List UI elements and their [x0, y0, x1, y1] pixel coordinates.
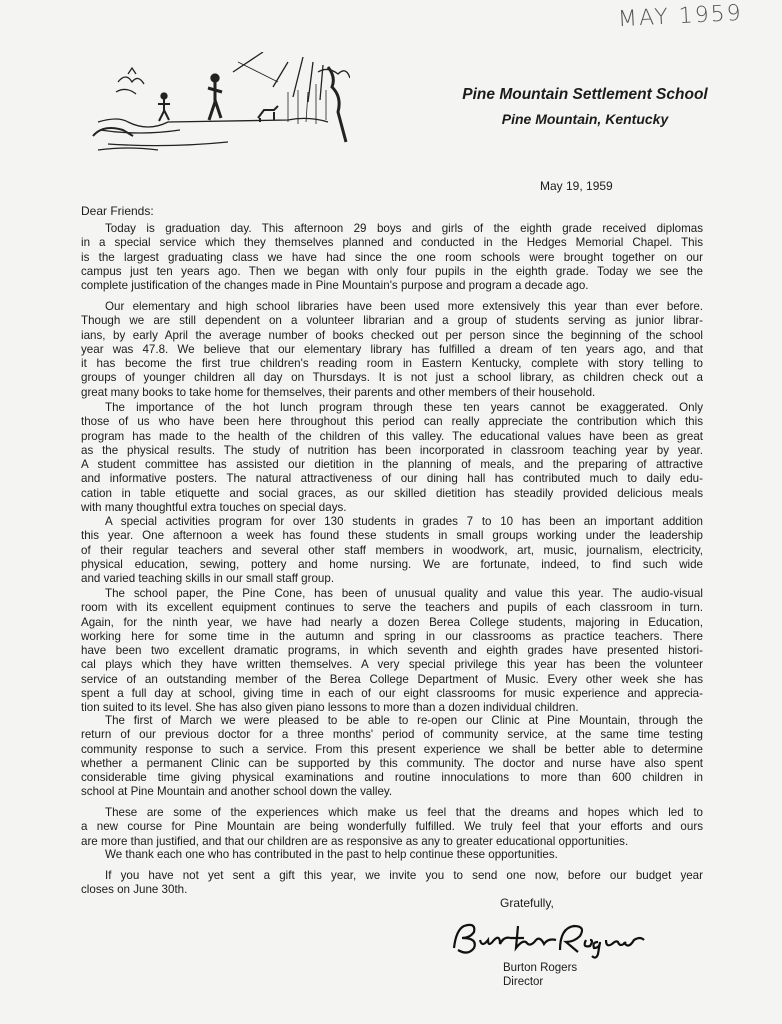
paragraph-line: We thank each one who has contributed in the past to help continue these opportunities. — [105, 848, 558, 861]
paragraph-line: a new course for Pine Mountain are being wonderfully fulfilled. We truly feel that your efforts and ours — [81, 820, 703, 834]
closing: Gratefully, — [500, 896, 554, 910]
paragraph-line: this year. One afternoon a week has found these students in small groups working under the leadership — [81, 529, 703, 543]
paragraph-line: groups of younger children all day on Thursdays. It is not just a school library, as children check out a — [81, 371, 703, 385]
paragraph-line: considerable time giving physical examinations and routine innoculations to more than 600 children in — [81, 771, 703, 785]
school-name: Pine Mountain Settlement School — [462, 86, 708, 103]
paragraph-line: return of our previous doctor for a three months' period of community service, at the same time testing — [81, 728, 703, 742]
paragraph-line: The school paper, the Pine Cone, has been of unusual quality and value this year. The audio-visual — [105, 587, 703, 600]
paragraph-line: Again, for the ninth year, we have had nearly a dozen Berea College students, majoring in Education, — [81, 615, 703, 629]
paragraph — [81, 806, 703, 849]
paragraph-line: closes on June 30th. — [81, 883, 188, 897]
paragraph-line: and informative posters. The natural attractiveness of our dining hall has contributed much to daily edu- — [81, 472, 703, 486]
school-location: Pine Mountain, Kentucky — [501, 111, 669, 127]
paragraph-line: These are some of the experiences which make us feel that the dreams and hopes which led to — [105, 806, 703, 819]
paragraph-line: working here for some time in the autumn and spring in our classrooms as practice teachers. There — [81, 629, 703, 643]
paragraph-line: cation in table etiquette and social graces, as our skilled dietition has steadily provided delicious meals — [81, 486, 703, 500]
paragraph-line: A special activities program for over 130 students in grades 7 to 10 has been an important addition — [105, 515, 703, 528]
paragraph-line: in a special service which they themselves planned and conducted in the Hedges Memorial Chapel. This — [81, 236, 703, 250]
paragraph-line: complete justification of the changes made in Pine Mountain's purpose and program a decade ago. — [81, 279, 589, 293]
paragraph-line: campus just ten years ago. Then we began with only four pupils in the eighth grade. Today we see the — [81, 264, 703, 278]
paragraph-line: Though we are still dependent on a volunteer librarian and a group of students serving as junior librar- — [81, 314, 703, 328]
paragraph-line: of their regular teachers and several other staff members in woodwork, art, music, journalism, electricity, — [81, 543, 703, 557]
paragraph — [81, 714, 703, 800]
paragraph-line: service of an outstanding member of the Berea College Department of Music. Every other week she has — [81, 672, 703, 686]
paragraph-line: tion suited to its level. She has also given piano lessons to more than a dozen individual children. — [81, 701, 579, 715]
paragraph-line: have been two excellent dramatic programs, in which seventh and eighth grades have presented histori- — [81, 644, 703, 658]
paragraph-line: community response to such a service. From this present experience we shall be better able to determine — [81, 742, 703, 756]
paragraph-line: The first of March we were pleased to be able to re-open our Clinic at Pine Mountain, through the — [105, 714, 703, 727]
paragraph-line: program has made to the health of the children of this valley. The educational values have been as great — [81, 429, 703, 443]
paragraph — [81, 869, 703, 898]
paragraph — [81, 848, 703, 862]
signer-block — [503, 961, 577, 989]
paragraph-line: room with its excellent equipment continues to serve the teachers and pupils of each classroom in turn. — [81, 601, 703, 615]
paragraph-line: with many thoughtful extra touches on special days. — [81, 501, 347, 515]
paragraph-line: If you have not yet sent a gift this year, we invite you to send one now, before our budget year — [105, 869, 703, 882]
paragraph-line: are more than justified, and that our children are as responsive as any to greater educational opportunities. — [81, 834, 629, 848]
paragraph-line: cal plays which they have written themselves. A very special privilege this year has been the volunteer — [81, 658, 703, 672]
paragraph-line: and varied teaching skills in our small staff group. — [81, 572, 335, 586]
handwritten-date-stamp: MAY 1959 — [617, 0, 744, 33]
paragraph-line: A student committee has assisted our dietition in the planning of meals, and the preparing of attractive — [81, 458, 703, 472]
salutation: Dear Friends: — [81, 204, 154, 218]
paragraph — [81, 401, 703, 515]
paragraph — [81, 515, 703, 586]
paragraph-line: Our elementary and high school libraries have been used more extensively this year than ever before. — [105, 300, 703, 313]
paragraph-line: Today is graduation day. This afternoon 29 boys and girls of the eighth grade received diplomas — [105, 222, 703, 235]
letterhead-illustration — [88, 52, 350, 164]
signature-image — [448, 918, 648, 960]
paragraph-line: it has become the first true children's reading room in Eastern Kentucky, complete with story telling to — [81, 357, 703, 371]
paragraph-line: physical education, sewing, pottery and home nursing. We are fortunate, indeed, to find such wide — [81, 557, 703, 571]
signer-name: Burton Rogers — [503, 962, 578, 974]
paragraph-line: The importance of the hot lunch program through these ten years cannot be exaggerated. Only — [105, 401, 703, 414]
paragraph-line: school at Pine Mountain and another school down the valley. — [81, 785, 393, 799]
paragraph — [81, 300, 703, 400]
paragraph-line: spent a full day at school, giving time in each of our eight classrooms for music experience and apprecia- — [81, 687, 703, 701]
signer-title: Director — [503, 976, 544, 988]
paragraph-line: as the physical results. The study of nutrition has been incorporated in classroom teaching year by year. — [81, 443, 703, 457]
paragraph-line: great many books to take home for themselves, their parents and other members of their household. — [81, 385, 596, 399]
paragraph-line: year was 47.8. We believe that our elementary library has fulfilled a dream of ten years ago, and that — [81, 342, 703, 356]
paragraph-line: is the largest graduating class we have had since the one room schools were brought together on our — [81, 250, 703, 264]
paragraph-line: ians, by early April the average number of books checked out per person since the beginning of the school — [81, 328, 703, 342]
paragraph — [81, 222, 703, 293]
paragraph-line: those of us who have been here throughout this period can really appreciate the contribution which this — [81, 415, 703, 429]
letter-date: May 19, 1959 — [540, 179, 613, 193]
paragraph — [81, 587, 703, 716]
paragraph-line: whether a permanent Clinic can be supported by this community. The doctor and nurse have also spent — [81, 756, 703, 770]
